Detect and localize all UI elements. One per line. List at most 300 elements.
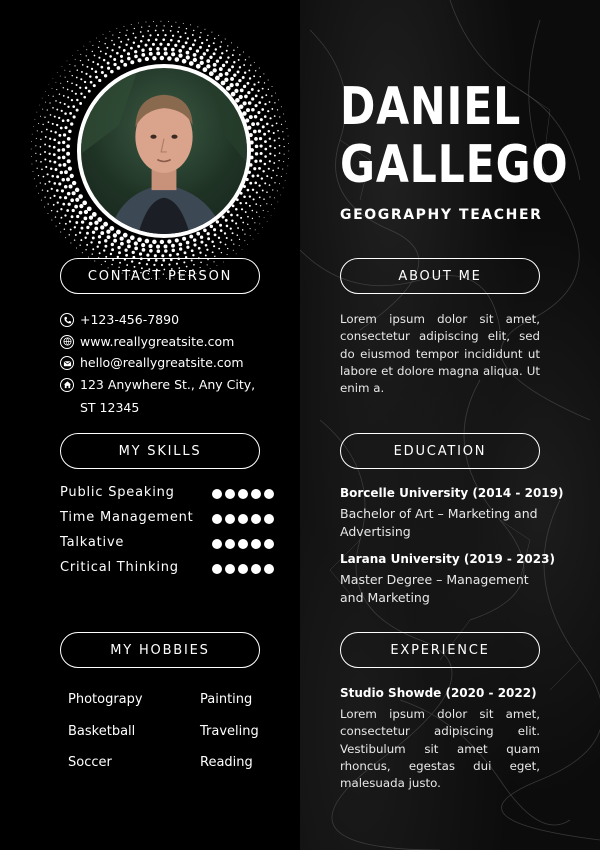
halftone-dot bbox=[65, 223, 67, 225]
halftone-dot bbox=[243, 195, 246, 198]
halftone-dot bbox=[64, 229, 65, 230]
halftone-dot bbox=[51, 210, 52, 211]
halftone-dot bbox=[53, 96, 54, 97]
experience-desc: Lorem ipsum dolor sit amet, consectetur adipiscing elit. Vestibulum sit amet quam rhoncus, egestas dui eget, malesuada justo. bbox=[340, 707, 540, 791]
halftone-dot bbox=[56, 124, 58, 126]
halftone-dot bbox=[284, 146, 285, 147]
halftone-dot bbox=[111, 49, 113, 51]
halftone-dot bbox=[225, 219, 228, 222]
halftone-dot bbox=[233, 243, 234, 244]
halftone-dot bbox=[35, 119, 36, 120]
halftone-dot bbox=[75, 221, 78, 224]
halftone-dot bbox=[183, 23, 184, 24]
halftone-dot bbox=[182, 237, 186, 241]
halftone-dot bbox=[142, 248, 146, 252]
halftone-dot bbox=[172, 249, 175, 252]
halftone-dot bbox=[269, 145, 271, 147]
halftone-dot bbox=[233, 74, 236, 77]
halftone-dot bbox=[103, 249, 105, 251]
halftone-dot bbox=[72, 75, 73, 76]
halftone-dot bbox=[49, 102, 50, 103]
halftone-dot bbox=[187, 37, 189, 39]
halftone-dot bbox=[204, 29, 205, 30]
halftone-dot bbox=[251, 108, 255, 112]
halftone-dot bbox=[156, 245, 160, 249]
halftone-dot bbox=[120, 60, 123, 63]
halftone-dot bbox=[226, 50, 228, 52]
halftone-dot bbox=[90, 241, 92, 243]
halftone-dot bbox=[125, 35, 127, 37]
halftone-dot bbox=[52, 123, 54, 125]
rating-dot bbox=[212, 539, 222, 549]
halftone-dot bbox=[277, 190, 278, 191]
halftone-dot bbox=[259, 216, 260, 217]
halftone-dot bbox=[163, 25, 164, 26]
halftone-dot bbox=[254, 115, 258, 119]
halftone-dot bbox=[78, 50, 79, 51]
job-title: GEOGRAPHY TEACHER bbox=[340, 207, 543, 223]
rating-dot bbox=[251, 514, 261, 524]
halftone-dot bbox=[168, 21, 169, 22]
halftone-dot bbox=[63, 95, 65, 97]
halftone-dot bbox=[219, 73, 223, 77]
halftone-dot bbox=[171, 244, 175, 248]
halftone-dot bbox=[264, 115, 267, 118]
halftone-dot bbox=[109, 226, 114, 231]
skills-list bbox=[60, 485, 290, 585]
halftone-dot bbox=[274, 208, 275, 209]
halftone-dot bbox=[205, 244, 208, 247]
halftone-dot bbox=[257, 90, 259, 92]
halftone-dot bbox=[120, 41, 122, 43]
halftone-dot bbox=[283, 188, 284, 189]
halftone-dot bbox=[245, 59, 246, 60]
contact-list bbox=[60, 310, 290, 417]
halftone-dot bbox=[37, 168, 38, 169]
halftone-dot bbox=[64, 126, 67, 129]
halftone-dot bbox=[48, 121, 50, 123]
halftone-dot bbox=[152, 43, 155, 46]
halftone-dot bbox=[160, 56, 164, 60]
halftone-dot bbox=[47, 203, 48, 204]
halftone-dot bbox=[279, 183, 280, 184]
halftone-dot bbox=[45, 136, 47, 138]
education-item bbox=[340, 550, 555, 606]
halftone-dot bbox=[221, 215, 224, 218]
halftone-dot bbox=[56, 189, 59, 192]
halftone-dot bbox=[192, 43, 195, 46]
halftone-dot bbox=[229, 83, 233, 87]
halftone-dot bbox=[101, 71, 104, 74]
halftone-dot bbox=[49, 145, 51, 147]
halftone-dot bbox=[75, 59, 76, 60]
halftone-dot bbox=[240, 88, 244, 92]
halftone-dot bbox=[67, 159, 71, 163]
halftone-dot bbox=[77, 69, 79, 71]
halftone-dot bbox=[226, 237, 228, 239]
halftone-dot bbox=[269, 184, 271, 186]
halftone-dot bbox=[174, 44, 177, 47]
halftone-dot bbox=[141, 49, 144, 52]
halftone-dot bbox=[106, 47, 108, 49]
halftone-dot bbox=[142, 35, 144, 37]
halftone-dot bbox=[211, 241, 214, 244]
halftone-dot bbox=[51, 219, 52, 220]
hobbies-heading: MY HOBBIES bbox=[60, 632, 260, 668]
halftone-dot bbox=[72, 55, 73, 56]
halftone-dot bbox=[70, 229, 72, 231]
experience-title: Studio Showde (2020 - 2022) bbox=[340, 686, 537, 700]
halftone-dot bbox=[141, 53, 145, 57]
halftone-dot bbox=[255, 229, 256, 230]
halftone-dot bbox=[171, 52, 175, 56]
halftone-dot bbox=[259, 67, 260, 68]
halftone-dot bbox=[189, 47, 192, 50]
halftone-dot bbox=[40, 182, 41, 183]
halftone-dot bbox=[206, 49, 209, 52]
halftone-dot bbox=[34, 178, 35, 179]
halftone-dot bbox=[231, 65, 234, 68]
halftone-dot bbox=[149, 48, 152, 51]
halftone-dot bbox=[215, 76, 220, 81]
education-title: Borcelle University (2014 - 2019) bbox=[340, 486, 564, 500]
halftone-dot bbox=[67, 137, 71, 141]
halftone-dot bbox=[86, 55, 87, 56]
halftone-dot bbox=[216, 59, 219, 62]
halftone-dot bbox=[145, 57, 149, 61]
halftone-dot bbox=[209, 56, 212, 59]
halftone-dot bbox=[272, 86, 273, 87]
halftone-dot bbox=[234, 89, 238, 93]
halftone-dot bbox=[205, 255, 207, 257]
halftone-dot bbox=[253, 198, 255, 200]
halftone-dot bbox=[266, 191, 268, 193]
halftone-dot bbox=[99, 41, 100, 42]
halftone-dot bbox=[221, 41, 222, 42]
halftone-dot bbox=[56, 109, 58, 111]
halftone-dot bbox=[186, 246, 189, 249]
halftone-dot bbox=[219, 67, 223, 71]
phone-text: +123-456-7890 bbox=[80, 312, 180, 327]
halftone-dot bbox=[264, 155, 267, 158]
halftone-dot bbox=[103, 34, 104, 35]
halftone-dot bbox=[253, 130, 257, 134]
halftone-dot bbox=[152, 240, 157, 245]
halftone-dot bbox=[33, 126, 34, 127]
halftone-dot bbox=[69, 234, 70, 235]
skill-label: Talkative bbox=[60, 535, 125, 550]
halftone-dot bbox=[264, 82, 265, 83]
halftone-dot bbox=[232, 232, 234, 234]
halftone-dot bbox=[152, 56, 156, 60]
halftone-dot bbox=[206, 249, 208, 251]
halftone-dot bbox=[64, 196, 67, 199]
skill-row bbox=[60, 510, 290, 535]
halftone-dot bbox=[126, 30, 127, 31]
halftone-dot bbox=[207, 35, 208, 36]
halftone-dot bbox=[93, 84, 96, 87]
halftone-dot bbox=[66, 177, 70, 181]
halftone-dot bbox=[75, 198, 79, 202]
halftone-dot bbox=[258, 130, 261, 133]
education-desc: Master Degree – Management and Marketing bbox=[340, 572, 529, 605]
halftone-dot bbox=[263, 198, 265, 200]
halftone-dot bbox=[276, 122, 278, 124]
halftone-dot bbox=[44, 144, 46, 146]
halftone-dot bbox=[98, 47, 99, 48]
halftone-dot bbox=[253, 239, 254, 240]
halftone-dot bbox=[66, 152, 70, 156]
halftone-dot bbox=[262, 227, 263, 228]
halftone-dot bbox=[72, 209, 75, 212]
halftone-dot bbox=[118, 46, 120, 48]
halftone-dot bbox=[62, 203, 65, 206]
halftone-dot bbox=[209, 71, 214, 76]
halftone-dot bbox=[82, 201, 87, 206]
halftone-dot bbox=[193, 58, 197, 62]
halftone-dot bbox=[79, 102, 82, 105]
halftone-dot bbox=[49, 84, 50, 85]
halftone-dot bbox=[164, 244, 168, 248]
halftone-dot bbox=[149, 52, 153, 56]
halftone-dot bbox=[53, 138, 56, 141]
halftone-dot bbox=[243, 101, 247, 105]
halftone-dot bbox=[249, 115, 253, 119]
halftone-dot bbox=[127, 244, 131, 248]
halftone-dot bbox=[269, 101, 271, 103]
halftone-dot bbox=[206, 64, 210, 68]
halftone-dot bbox=[54, 131, 56, 133]
halftone-dot bbox=[264, 217, 265, 218]
halftone-dot bbox=[267, 110, 269, 112]
halftone-dot bbox=[40, 139, 41, 140]
halftone-dot bbox=[200, 61, 204, 65]
phone-icon bbox=[60, 313, 74, 327]
halftone-dot bbox=[94, 227, 98, 231]
halftone-dot bbox=[171, 48, 175, 52]
halftone-dot bbox=[70, 198, 74, 202]
halftone-dot bbox=[49, 160, 51, 162]
halftone-dot bbox=[87, 206, 92, 211]
halftone-dot bbox=[271, 204, 272, 205]
halftone-dot bbox=[261, 177, 263, 179]
rating-dot bbox=[251, 564, 261, 574]
halftone-dot bbox=[274, 147, 276, 149]
halftone-dot bbox=[277, 109, 278, 110]
halftone-dot bbox=[199, 46, 202, 49]
halftone-dot bbox=[247, 91, 250, 94]
halftone-dot bbox=[76, 109, 79, 112]
halftone-dot bbox=[287, 128, 288, 129]
halftone-dot bbox=[41, 131, 42, 132]
halftone-dot bbox=[59, 223, 60, 224]
education-list bbox=[340, 484, 564, 606]
rating-dot bbox=[225, 489, 235, 499]
halftone-dot bbox=[94, 221, 98, 225]
halftone-dot bbox=[230, 214, 233, 217]
halftone-dot bbox=[239, 202, 241, 204]
halftone-dot bbox=[53, 204, 55, 206]
halftone-dot bbox=[127, 52, 130, 55]
halftone-dot bbox=[288, 151, 289, 152]
halftone-dot bbox=[243, 64, 245, 66]
halftone-dot bbox=[241, 208, 243, 210]
halftone-dot bbox=[186, 51, 190, 55]
rating-dot bbox=[238, 564, 248, 574]
halftone-dot bbox=[159, 43, 162, 46]
halftone-dot bbox=[116, 52, 119, 55]
halftone-dot bbox=[53, 153, 56, 156]
halftone-dot bbox=[56, 175, 59, 178]
halftone-dot bbox=[57, 72, 58, 73]
halftone-dot bbox=[134, 28, 135, 29]
halftone-dot bbox=[285, 121, 286, 122]
halftone-dot bbox=[104, 43, 105, 44]
halftone-dot bbox=[242, 229, 244, 231]
halftone-dot bbox=[97, 63, 99, 65]
halftone-dot bbox=[119, 32, 120, 33]
halftone-dot bbox=[44, 183, 46, 185]
halftone-dot bbox=[274, 115, 276, 117]
rating-dot bbox=[251, 489, 261, 499]
halftone-dot bbox=[214, 234, 217, 237]
halftone-dot bbox=[257, 174, 260, 177]
halftone-dot bbox=[43, 176, 45, 178]
halftone-dot bbox=[260, 144, 263, 147]
halftone-dot bbox=[45, 166, 47, 168]
rating-dot bbox=[225, 564, 235, 574]
halftone-dot bbox=[140, 31, 142, 33]
halftone-dot bbox=[107, 67, 110, 70]
halftone-dot bbox=[36, 138, 37, 139]
halftone-dot bbox=[39, 105, 40, 106]
halftone-dot bbox=[162, 38, 165, 41]
halftone-dot bbox=[278, 160, 279, 161]
halftone-dot bbox=[113, 233, 117, 237]
halftone-dot bbox=[244, 72, 246, 74]
halftone-dot bbox=[267, 221, 268, 222]
halftone-dot bbox=[82, 252, 83, 253]
halftone-dot bbox=[256, 122, 259, 125]
halftone-dot bbox=[239, 245, 240, 246]
halftone-dot bbox=[79, 204, 83, 208]
halftone-dot bbox=[259, 137, 262, 140]
halftone-dot bbox=[83, 216, 87, 220]
halftone-dot bbox=[253, 167, 256, 170]
halftone-dot bbox=[135, 37, 137, 39]
halftone-dot bbox=[127, 239, 131, 243]
halftone-dot bbox=[58, 134, 61, 137]
halftone-dot bbox=[269, 160, 271, 162]
halftone-dot bbox=[68, 203, 71, 206]
halftone-dot bbox=[44, 206, 45, 207]
halftone-dot bbox=[179, 247, 182, 250]
halftone-dot bbox=[52, 88, 53, 89]
halftone-dot bbox=[278, 137, 280, 139]
rating-dot bbox=[238, 489, 248, 499]
halftone-dot bbox=[235, 222, 237, 224]
halftone-dot bbox=[231, 220, 233, 222]
halftone-dot bbox=[157, 249, 161, 253]
halftone-dot bbox=[252, 210, 254, 212]
halftone-dot bbox=[221, 52, 223, 54]
halftone-dot bbox=[62, 141, 65, 144]
halftone-dot bbox=[164, 249, 167, 252]
halftone-dot bbox=[200, 241, 203, 244]
halftone-dot bbox=[56, 226, 57, 227]
halftone-dot bbox=[176, 253, 179, 256]
halftone-dot bbox=[255, 203, 257, 205]
halftone-dot bbox=[42, 98, 43, 99]
halftone-dot bbox=[237, 234, 239, 236]
halftone-dot bbox=[147, 30, 149, 32]
halftone-dot bbox=[224, 78, 228, 82]
halftone-dot bbox=[38, 175, 39, 176]
home-icon bbox=[60, 378, 74, 392]
halftone-dot bbox=[274, 155, 276, 157]
education-heading: EDUCATION bbox=[340, 433, 540, 469]
halftone-dot bbox=[254, 104, 257, 107]
halftone-dot bbox=[250, 235, 251, 236]
halftone-dot bbox=[138, 23, 139, 24]
halftone-dot bbox=[219, 56, 222, 59]
halftone-dot bbox=[239, 95, 243, 99]
halftone-dot bbox=[199, 36, 201, 38]
halftone-dot bbox=[31, 156, 32, 157]
halftone-dot bbox=[62, 119, 65, 122]
halftone-dot bbox=[44, 117, 45, 118]
halftone-dot bbox=[60, 76, 61, 77]
profile-photo bbox=[77, 64, 251, 238]
halftone-dot bbox=[145, 44, 148, 47]
halftone-dot bbox=[263, 133, 266, 136]
halftone-dot bbox=[230, 228, 232, 230]
rating-dot bbox=[264, 489, 274, 499]
halftone-dot bbox=[66, 144, 70, 148]
halftone-dot bbox=[124, 26, 125, 27]
halftone-dot bbox=[94, 55, 96, 57]
halftone-dot bbox=[80, 93, 82, 95]
halftone-dot bbox=[239, 54, 240, 55]
halftone-dot bbox=[98, 235, 101, 238]
halftone-dot bbox=[245, 202, 247, 204]
halftone-dot bbox=[117, 246, 120, 249]
halftone-dot bbox=[282, 131, 283, 132]
hobby-item: Photograpy bbox=[68, 692, 143, 707]
halftone-dot bbox=[74, 65, 75, 66]
halftone-dot bbox=[64, 103, 66, 105]
halftone-dot bbox=[113, 44, 115, 46]
halftone-dot bbox=[69, 184, 73, 188]
halftone-dot bbox=[156, 51, 160, 55]
halftone-dot bbox=[164, 34, 166, 36]
halftone-dot bbox=[256, 212, 257, 213]
halftone-dot bbox=[80, 54, 81, 55]
halftone-dot bbox=[66, 209, 69, 212]
halftone-dot bbox=[194, 39, 196, 41]
halftone-dot bbox=[259, 160, 262, 163]
halftone-dot bbox=[273, 132, 275, 134]
halftone-dot bbox=[74, 205, 78, 209]
halftone-dot bbox=[285, 180, 286, 181]
halftone-dot bbox=[103, 222, 108, 227]
hobby-item: Traveling bbox=[200, 724, 259, 739]
halftone-dot bbox=[211, 32, 212, 33]
halftone-dot bbox=[247, 244, 248, 245]
halftone-dot bbox=[67, 96, 69, 98]
halftone-dot bbox=[100, 225, 104, 229]
halftone-dot bbox=[271, 177, 273, 179]
